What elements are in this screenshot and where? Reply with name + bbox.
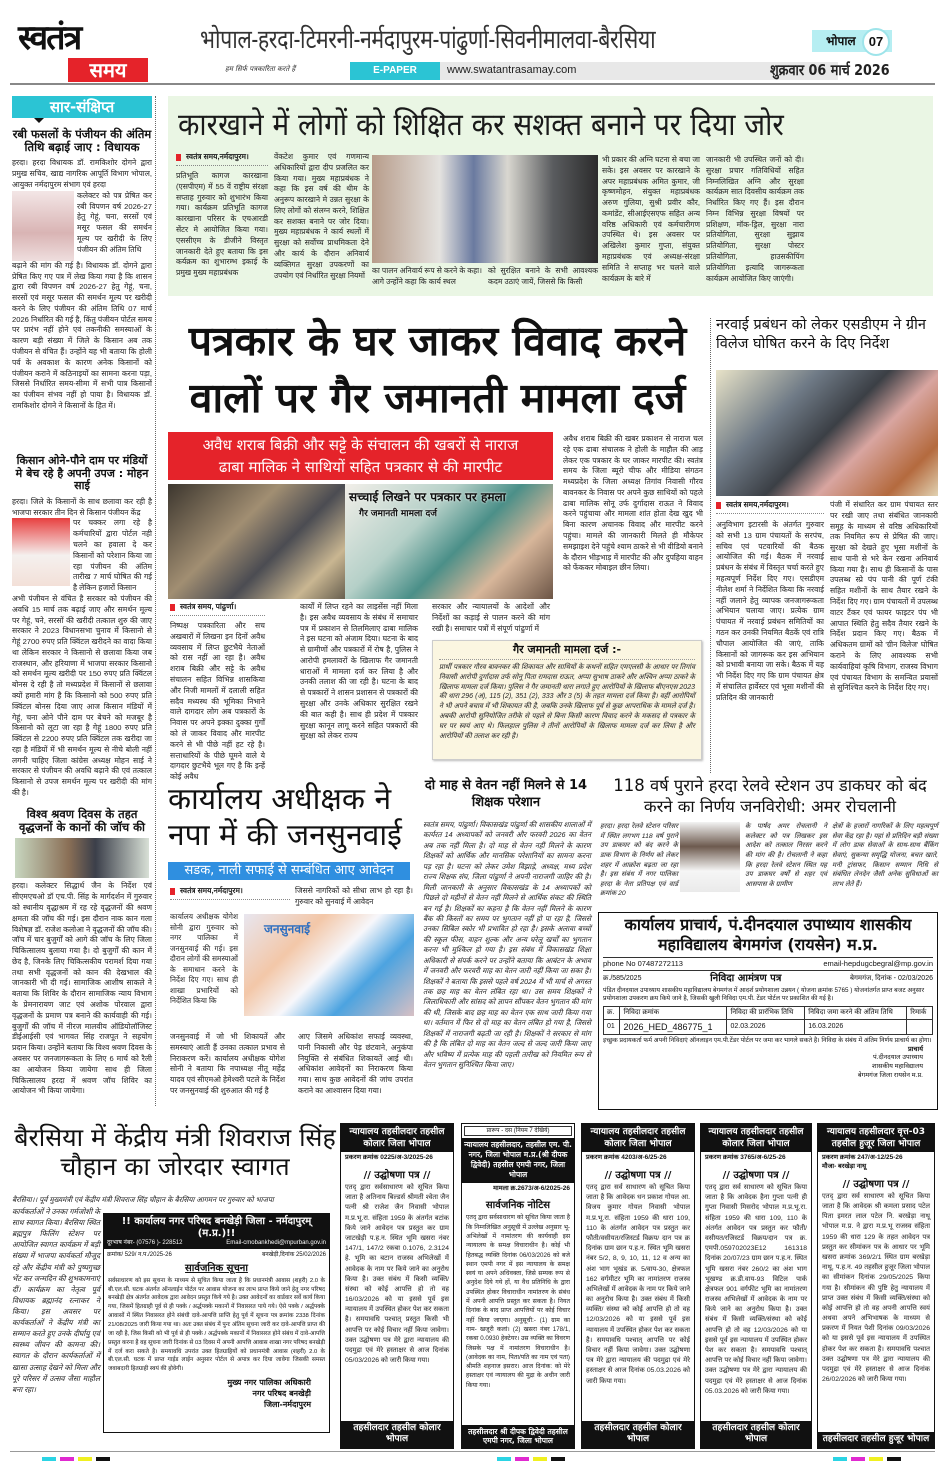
postoffice-col-1: हरदा। हरदा रेलवे स्टेशन परिसर में स्थित लगभग 118 वर्ष पुराने उप डाकघर को बंद करने के डाक विभाग के निर्णय को लेकर शहर में आक्रोश बढ़ता जा रहा है। इस संबंध में नगर पालिका हरदा के नेता प्रतिपक्ष एवं वार्ड क्रमांक 20 (600, 823, 678, 898)
lead-col-1: स्वतंत्र समय,नर्मदापुरम। प्रतिभूति कागज कारखाना (एसपीएम) में 55 वें राष्ट्रीय संरक्षा सप्ताह गुरुवार को शुभारंभ किया गया। कार्यक्रम प्रतिभूति कागज कारखाना परिसर के एचआरडी सेंटर मे आयोजित किया गया। एससीएम के डीजीने विस्तृत जानकारी देते हुए बताया कि इस कर्यक्रम का शुभारम्भ इकाई के प्रमुख मुख्य महाप्रबंधक (176, 152, 268, 278)
tender-table: क्र. निविदा क्रमांक निविदा की प्रारंभिक तिथि निविदा जमा करने की अंतिम तिथि रिमार्क 01 2026_HED_486775_1 02.03.2026 16.03.2026 (603, 1006, 933, 1035)
lead-col-2: वेंकटेश कुमार एवं गणमान्य अधिकारियों द्वारा दीप प्रजलित कर किया गया। मुख्य महाप्रबंधक ने कहा कि इस वर्ष की थीम के अनुरूप कारखाने मे उन्नत सुरक्षा के लिए लोगों को संलग्न करने, शिक्षित कर सशक्त बनाने पर जोर दिया। मुख्य महाप्रबंधक ने कार्य स्थलों में सुरक्षा को सर्वोच्च प्राथमिकता देने और कार्य के दौरान अनिवार्य व्यक्तिगत सुरक्षा उपकरणों का उपयोग एवं निर्धारित सुरक्षा नियमों (274, 152, 369, 280)
shivraj-headline[interactable]: बैरसिया में केंद्रीय मंत्री शिवराज सिंह चौहान का जोरदार स्वागत (14, 1123, 336, 1181)
meeting-photo (716, 370, 938, 496)
sidebar-header: सार-संक्षिप्त (12, 96, 152, 118)
page-number: 07 (862, 28, 890, 56)
dateline: स्वतंत्र समय,नर्मदापुरम। (170, 886, 290, 900)
jansunwai-col-top-right: जिससे नागरिकों को सीधा लाभ हो रहा है। गुरुवार को सुनवाई में आवेदन (295, 886, 413, 906)
shivraj-lead: बैरसिया।। पूर्व मुख्यमंत्री एवं केंद्रीय मंत्री शिवराज सिंह चौहान के बैरसिया आगमन पर गुरुवार को भाजपा (12, 1195, 274, 1204)
tagline: हम सिर्फ पत्रकारिता करते हैं (225, 65, 296, 73)
journalist-subhead-banner: अवैध शराब बिक्री और सट्टे के संचालन की खबरों से नाराज ढाबा मालिक ने साथियों सहित पत्रकार से की मारपीट (168, 432, 553, 480)
journalist-col-2: कार्यों में लिप्त रहने का लाइसेंस नहीं मिला है। इस अवैध व्यवसाय के संबंध में समाचार पत्र में प्रकाशन से तिलमिलाए ढाबा मालिक ने इस घटना को अंजाम दिया। घटना के बाद से ग्रामीणों और पत्रकारों में रोष है, पुलिस ने आरोपी हमलावरों के खिलाफ गैर जमानती धाराओं में मामला दर्ज कर लिया है और उनकी तलाश की जा रही है। घटना के बाद से पत्रकारों ने शासन प्रशासन से पत्रकारों की सुरक्षा और उनके अधिकार सुरक्षित रखने की बात कही है। साथ ही प्रदेश में पत्रकार सुरक्षा कानून लागू करने सहित पत्रकारों की सुरक्षा को लेकर राज्य (300, 602, 418, 741)
registration-mark-black (887, 1457, 901, 1461)
amar-rochlani-photo (680, 822, 740, 892)
story-intro: हरदा। जिले के किसानों के साथ छलावा कर रही है भाजपा सरकार तीन दिन से किसान पंजीयन केंद्र (12, 496, 152, 517)
issue-date: शुक्रवार 06 मार्च 2026 (770, 61, 890, 79)
lead-col-3: का पालन अनिवार्य रूप से करने के कहा। आगे उन्होंने कहा कि कार्य स्थल (372, 266, 482, 286)
jansunwai-photo: जनसुनवाई (244, 914, 414, 1016)
lead-col-4: को सुरक्षित बनाने के सभी आवश्यक कदम उठाएं जायें, जिससे कि किसी (488, 266, 598, 286)
dateline: स्वतंत्र समय,नर्मदापुरम। (176, 152, 268, 166)
teachers-headline[interactable]: दो माह से वेतन नहीं मिलने से 14 शिक्षक परेशान (424, 778, 588, 810)
mla-portrait-photo (12, 191, 74, 261)
postoffice-headline[interactable]: 118 वर्ष पुराने हरदा रेलवे स्टेशन उप डाकघर को बंद करने का निर्णय जनविरोधी: अमर रोचलानी (613, 776, 927, 817)
lead-headline[interactable]: कारखाने में लोगों को शिक्षित कर सशक्त बनाने पर दिया जोर (178, 107, 784, 143)
assault-scene-photo (168, 484, 375, 599)
teachers-body: स्वतंत्र समय, पांढुर्णा। विकासखंड पांढुर्णा की शासकीय शालाओं में कार्यरत 14 अध्यापकों को जनवरी और फरवरी 2026 का वेतन अब तक नहीं मिला है। दो माह से वेतन नहीं मिलने के कारण शिक्षकों को आर्थिक और मानसिक परेशानियों का सामना करना पड़ रहा है। घटना को लेकर उमेश विझाड़े, अध्यक्ष, मध्य प्रदेश राज्य शिक्षक संघ, जिला पांढुर्णा ने अपनी नाराजगी जाहिर की है। मिली जानकारी के अनुसार विकासखंड के 14 अध्यापकों को पिछले दो महीनों से वेतन नहीं मिलने से आर्थिक संकट की स्थिति बन गई है। शिक्षकों का कहना है कि वेतन नहीं मिलने के कारण बैंक की किस्तों का समय पर भुगतान नहीं हो पा रहा है, जिससे उनका सिबिल स्कोर भी प्रभावित हो रहा है। इसके अलावा बच्चों की स्कूल फीस, वाहन शुल्क और अन्य घरेलू खर्चों का भुगतान करना भी मुश्किल हो गया है। इस संबंध में विकासखंड शिक्षा अधिकारी से संपर्क करने पर उन्होंने बताया कि आबंटन के अभाव में जनवरी और फरवरी माह का वेतन जारी नहीं किया जा सका है। शिक्षकों ने बताया कि इससे पहले वर्ष 2024 में भी मार्च से अगस्त तक छह माह का वेतन लंबित रहा था। उस समय शिक्षकों ने जिलाधिकारी और सांसद को ज्ञापन सौंपकर वेतन भुगतान की मांग की थी, जिसके बाद छह माह का वेतन एक साथ जारी किया गया था। वर्तमान में फिर से दो माह का वेतन लंबित हो गया है, जिससे शिक्षकों में नाराजगी बढ़ती जा रही है। शिक्षकों ने सरकार से मांग की है कि लंबित दो माह का वेतन जल्द से जल्द जारी किया जाए और भविष्य में प्रत्येक माह की पहली तारीख को नियमित रूप से वेतन भुगतान सुनिश्चित किया जाए। (423, 820, 591, 1070)
email-link[interactable]: email-hepdugcbegral@mp.gov.in (823, 959, 933, 968)
masthead-divider (10, 83, 935, 85)
website-link[interactable]: www.swatantrasamay.com (447, 64, 577, 76)
phone-number: phone No 07487272113 (603, 959, 683, 968)
lead-col-6: जानकारी भी उपस्थित जनों को दी। सुरक्षा प्रचार गतिविधियों सहित निम्नलिखित अग्नि और सुरक्षा कार्यक्रम सात दिवसीय कार्यक्रम तक निर्धारित किए गए हैं। इस दौरान निम्न विभिन्न सुरक्षा विषयों पर प्रशिक्षण, मॉक-ड्रिल, सुरक्षा नारा प्रतियोगिता, सुरक्षा सुझाव प्रतियोगिता, सुरक्षा पोस्टर प्रतियोगिता, हाउसकीपिंग प्रतियोगिता इत्यादि जागरूकता कार्यक्रम आयोजित किए जाएंगी। (706, 155, 804, 283)
story-headline: रबी फसलों के पंजीयन की अंतिम तिथि बढ़ाई जाए : विधायक (12, 127, 152, 155)
narwai-headline[interactable]: नरवाई प्रबंधन को लेकर एसडीएम ने ग्रीन विलेज घोषित करने के दिए निर्देश (716, 317, 926, 352)
narwai-col-2: पंजी में संधारित कर ग्राम पंचायत स्तर पर रखी जाए तथा संबंधित जानकारी समूह के माध्यम से वरिष्ठ अधिकारियों तक नियमित रूप से प्रेषित की जाए। सुरक्षा को देखते हुए भूसा मशीनों के साथ पानी से भरे केन रखना अनिवार्य किया गया है। साथ ही किसानों के पास उपलब्ध स्प्रे पंप पानी की पूर्ण टंकी सहित मशीनों के साथ तैयार रखने के निर्देश दिए गए। ग्राम पंचायतों में उपलब्ध वाटर टैंकर एवं फायर फाइटर पंप भी आपात स्थिति हेतु सदैव तैयार रखने के निर्देश प्रदान किए गए। बैठक में अधिकतम ग्रामों को 'ग्रीन विलेज' घोषित कराने के लिए आवश्यक सभी कार्यवाहियां कृषि विभाग, राजस्व विभाग एवं पंचायत विभाग के समन्वित प्रयासों से सुनिश्चित करने के निर्देश दिए गए। (830, 500, 938, 693)
registration-mark-cyan (497, 1457, 511, 1461)
story-intro: हरदा। हरदा विधायक डॉ. रामकिशोर दोगने द्वारा प्रमुख सचिव, खाद्य नागरिक आपूर्ति विभाग भोपाल, आयुक्त नर्मदापुरम संभाग एवं हरदा (12, 158, 152, 189)
postoffice-col-2: के पार्षद अमर रोचलानी ने कलेक्टर को पत्र लिखकर इस आदेश को तत्काल निरस्त करने की मांग की है। रोचलानी ने कहा कि हरदा रेलवे स्टेशन स्थित यह उप डाकघर वर्षों से शहर एवं आसपास के ग्रामीण (745, 823, 827, 888)
postoffice-col-3: क्षेत्रों के हजारों नागरिकों के लिए महत्वपूर्ण सेवा केंद्र रहा है। यहां से प्रतिदिन बड़ी संख्या में लोग डाक सेवाओं के साथ-साथ बैंकिंग सेवाएं, सुकन्या समृद्धि योजना, बचत खाते, मनी ट्रांसफर, किसान सम्मान निधि से संबंधित लेनदेन जैसी अनेक सुविधाओं का लाभ लेते हैं। (832, 823, 938, 888)
shivraj-body: कार्यकर्ताओं ने उनका गर्मजोशी के साथ स्वागत किया। बैरसिया स्थित ब्रह्मपुत्र फिलिंग स्टेशन पर आयोजित स्वागत कार्यक्रम में बड़ी संख्या में भाजपा कार्यकर्ता मौजूद रहे और केंद्रीय मंत्री को पुष्पगुच्छ भेंट कर जन्मदिन की शुभकामनाएं दीं। कार्यक्रम का नेतृत्व पूर्व विधायक ब्रह्मानंद रत्नाकर ने किया। इस अवसर पर कार्यकर्ताओं ने केंद्रीय मंत्री का सम्मान करते हुए उनके दीर्घायु एवं स्वस्थ्य जीवन की कामना की। स्वागत के दौरान कार्यकर्ताओं में खासा उत्साह देखने को मिला और पूरे परिसर में उत्सव जैसा माहौल बना रहा। (12, 1207, 100, 1394)
jansunwai-subhead: सडक, नाली सफाई से सम्बंधित आए आवेदन (168, 862, 410, 880)
court-notice-huzur-247[interactable]: न्यायालय तहसीलदार वृत्त-03 तहसील हुजूर जिला भोपाल प्रकरण क्रमांक 247/अ-12/25-26 मौजा- बरखेड़ा नाथू // उद्घोषणा पत्र // एतद् द्वारा सर्व साधारण को सूचित किया जाता है कि आवेदक श्री कमला प्रसाद पटेल पिता इमरत लाल पटेल नि. बरखेड़ा नाथू भोपाल म.प्र. ने द्वारा म.प्र.भू राजस्व संहिता 1959 की धारा 129 के तहत आवेदन पत्र प्रस्तुत कर सीमांकन पत्र के आधार पर भूमि खसरा क्रमांक 369/2/1 स्थित ग्राम बरखेड़ा नाथू, प.ह.न. 49 तहसील हुजूर जिला भोपाल का सीमांकन दिनांक 29/05/2025 किया गया है। सीमांकन की पुष्टि हेतु न्यायालय में प्राप्त उक्त संबंध में किसी व्यक्ति/संस्था को कोई आपत्ति हो तो वह अपनी आपत्ति स्वयं अथवा अपने अभिभाषक के माध्यम से प्रकरण में नियत पेशी दिनांक 09/03/2026 को या इससे पूर्व इस न्यायालय में उपस्थित होकर पेश कर सकता है। समयावधि पश्चात उक्त उद्घोषणा पत्र मेरे द्वारा न्यायालय की पदमुद्रा एवं मेरे हस्ताक्षर से आज दिनांक 26/02/2026 को जारी किया गया। तहसीलदार तहसील हुजूर भोपाल (817, 1123, 935, 1449)
registration-mark-black (96, 1457, 110, 1461)
epaper-badge[interactable]: E-PAPER (350, 62, 440, 80)
sidebar-story-3[interactable] (12, 808, 152, 1097)
safety-week-oath-photo (372, 155, 598, 263)
lead-col-5: भी प्रकार की अग्नि घटना से बचा जा सके। इस अवसर पर कारखाने के अपर महाप्रबंधक अमित कुमार, जी कृष्णमोहन, संयुक्त महाप्रबंधक अरुण गुलिया, सुश्री प्रवीर कौर, कमांडेंट, सीआईएसएफ सहित अन्य वरिष्ठ अधिकारी एवं कर्मचारीगण उपस्थित थे। इस अवसर पर अखिलेश कुमार गुप्ता, संयुक्त महाप्रबंधक एवं अध्यक्ष-संरक्षा समिति ने सप्ताह भर चलने वाले कार्यक्रम के बारे में (602, 155, 700, 283)
sidebar-story-1[interactable] (12, 128, 152, 412)
registration-mark-cyan (42, 1457, 56, 1461)
registration-mark-magenta (60, 1457, 74, 1461)
story-headline: किसान ओने-पौने दाम पर मंडियों मे बेच रहे है अपनी उपज : मोहन साई (15, 454, 149, 493)
jansunwai-headline[interactable]: कार्यालय अधीक्षक ने नपा में की जनसुनवाई (168, 782, 402, 853)
dateline: स्वतंत्र समय,नर्मदापुरम। (716, 500, 824, 514)
court-notice-kolar-4203[interactable]: न्यायालय तहसीलदार तहसील कोलार जिला भोपाल प्रकरण क्रमांक 4203/अ-6/25-26 // उद्घोषणा पत्र // एतद् द्वारा सर्व साधारण को सूचित किया जाता है कि आवेदक धन प्रकाश गोयल आ. विजय कुमार गोयल निवासी भोपाल म.प्र.भू.रा. संहिता 1959 की धारा 109, 110 के अंतर्गत आवेदन पत्र प्रस्तुत कर फौती/वसीयत/रजिस्टर्ड विक्रय/ दान पत्र क्र दिनांक ग्राम छान प.ह.न. स्थित भूमि खसरा नंबर 5/2, 8, 9, 10, 11, 12 व अन्य का अंश भाग भूखंड क्र. 5/वाय-30, क्षेत्रफल 162 वर्गमीटर भूमि का नामांतरण राजस्व अभिलेखों में आवेदक के नाम पर किये जाने का अनुरोध किया है। उक्त संबंध में किसी व्यक्ति/ संस्था को कोई आपत्ति हो तो वह 12/03/2026 को या इससे पूर्व इस न्यायालय में उपस्थित होकर पेश कर सकता है। समयावधि पश्चात् आपत्ति पर कोई विचार नहीं किया जावेगा। उक्त उद्घोषणा पत्र मेरे द्वारा न्यायालय की पदमुद्रा एवं मेरे हस्ताक्षर से आज दिनांक 05.03.2026 को जारी किया गया। तहसीलदार तहसील कोलार भोपाल (581, 1123, 695, 1449)
story-body: हरदा। कलेक्टर सिद्धार्थ जैन के निर्देश एवं सीएमएचओ डॉ एच.पी. सिंह के मार्गदर्शन में गुरुवार को स्थानीय वृद्धाश्रम में रह रहे वृद्धजनों की श्रवण क्षमता की जॉच की गई। इस दौरान नाक कान गला विशेषज्ञ डॉ. राजेश कलोआ ने वृद्धजनों की जॉच की। जॉच में चार बुजुर्गों को आगे की जॉच के लिए जिला चिकित्सालय बुलाया गया है। दो बुजुर्गों की कान में छेद है, जिनके लिए चिकित्सकीय परामर्श दिया गया तथा सभी वृद्धजनों को कान की देखभाल की जानकारी भी दी गई। सामाजिक आशीष साकले ने बताया कि शिविर के दौरान सामाजिक न्याय विभाग के प्रेमनारायण जाट एवं अशोक पोरवाल द्वारा वृद्धजनों के प्रमाण पत्र बनाने की कार्यवाही की गई। बुजुर्गों की जॉच में नीरज मालवीय ऑडियोलॉजिस्ट डीईआईसी एवं भागवत सिंह राजपूत ने सहयोग प्रदान किया। उन्होंने बताया कि विश्व श्रवण दिवस के अवसर पर जनजागरूकता के लिए 6 मार्च को रैली का आयोजन किया जायेगा साथ ही जिला चिकित्सालय हरदा में श्रवण जॉच शिविर का आयोजन भी किया जायेगा। (12, 881, 152, 1096)
edition-cities-title: भोपाल-हरदा-टिमरनी-नर्मदापुरम-पांढुर्णा-सिवनीमालवा-बैरसिया (200, 25, 656, 55)
story-body: अभी पंजीयन से वंचित है सरकार को पंजीयन की अवधि 15 मार्च तक बढ़ाई जाए और समर्थन मूल्य पर गेहूं, चने, सरसों की खरीदी तत्काल शुरु की जाए सरकार ने 2023 विधानसभा चुनाव में किसानो से गेहूं 2700 रुपए प्रति क्विंटल खरीदने का वादा किया था लेकिन सरकार ने किसानो से छलावा किया जब राजस्थान, और हरियाणा में भाजपा सरकार किसानो को समर्थन मूल्य खरीदी पर 150 रुपए प्रति क्विंटल बोनस दे रही है तो मध्यप्रदेश में किसानों से छलावा क्यों हमारी मांग है कि किसानो को 500 रुपए प्रति क्विंटल बोनस दिया जाए आज किसान मंडियों में गेहूं, चना ओने पौने दाम पर बेचने को मजबूर है किसानो को लूटा जा रहा है गेहूं 1800 रुपए प्रति क्विंटल से 2200 रुपए प्रति क्विंटल तक खरीदा जा रहा है मंडियों में भी समर्थन मूल्य से नीचे बोली नहीं लगनी चाहिए जिला कांग्रेस अध्यक्ष मोहन साई ने सरकार से पंजीयन की अवधि बढ़ाने की एवं तत्काल किसानो से उपज समर्थन मूल्य पर खरीदी की मांग की है। (12, 593, 152, 798)
edition-name: भोपाल (812, 30, 892, 52)
narwai-col-1: स्वतंत्र समय,नर्मदापुरम। अनुविभाग इटारसी के अंतर्गत गुरुवार को सभी 13 ग्राम पंचायतों के सरपंच, सचिव एवं पटवारियों की बैठक आयोजित की गई। बैठक में नरवाई प्रबंधन के संबंध में विस्तृत चर्चा करते हुए महत्वपूर्ण निर्देश दिए गए। एसडीएम नीलेश शर्मा ने निर्देशित किया कि नरवाई नहीं जलाने हेतु व्यापक जनजागरूकता अभियान चलाया जाए। प्रत्येक ग्राम पंचायत में नरवाई प्रबंधन समितियों का गठन कर उनकी नियमित बैठकें एवं रात्रि चौपाल आयोजित की जाएं, ताकि किसानों को जागरूक कर इस अभियान को प्रभावी बनाया जा सके। बैठक में यह भी निर्देश दिए गए कि ग्राम पंचायत क्षेत्र में संचालित हार्वेस्टर एवं भूसा मशीनों की प्रतिदिन की जानकारी (716, 500, 824, 702)
registration-mark-yellow (869, 1457, 883, 1461)
jansunwai-col-bottom-right: आए जिसमे अधिकांश सफाई व्यवस्था, पानी निकासी और पेड़ छंटवाने, अनुकंपा नियुक्ति से संबंधित शिकायतें आई थी। अधिकांश आवेदनों का निराकरण किया गया। साथ कुछ आवेदनों की जांच उपरांत कराने का आश्वासन दिया गया। (298, 1032, 413, 1095)
story-headline: विश्व श्रवण दिवस के तहत वृद्धजनों के कानों की जॉच की (19, 807, 145, 835)
court-notice-mpnagar-2673[interactable]: प्रारूप - दस (नियम 7 देखिये) न्यायालय तहसीलदार, तहसील एम. पी. नगर, जिला भोपाल म.प्र.(श्री दीपक द्विवेदी) तहसील एमपी नगर, जिला भोपाल मामला क्र.2673/अ-6/2025-26 सार्वजनिक नोटिस एतद् द्वारा सर्वसाधारण को सूचित किया जाता है कि निम्नलिखित अनुसूची में उल्लेख अनुसार भू-अभिलेखों में नामांतरण की कार्यवाही इस न्यायालय के समक्ष विचाराधीन है। कोई भी हितबद्ध व्यक्ति दिनांक 06/03/2026 को बजे स्थान एमपी नगर में इस न्यायालय के समक्ष स्वयं या अपने अधिवक्ता, जिसे सम्यक रूप से अनुदेश दिये गये हों, या वैध प्रतिनिधि के द्वारा उपस्थित होकर विचाराधीन नामांतरण के संबंध में अपनी आपत्ति प्रस्तुत कर सकता है। नियत दिनांक के बाद प्राप्त आपत्तियों पर कोई विचार नहीं किया जाएगा। अनुसूची:- (1) ग्राम का नाम- खजूरी कलां। (2) खसरा नंबर 178/1, रकबा 0.0930 हेक्टेयर। उस व्यक्ति का विवरण जिसके पक्ष में नामांतरण विचाराधीन है। (आवेदक का नाम, पिता/पति का नाम एवं पता) श्रीमति शहनाज इसरार। आज दिनांक: को मेरे हस्ताक्षर एवं न्यायालय की मुद्रा के अधीन जारी किया गया। तहसीलदार श्री दीपक द्विवेदी तहसील एमपी नगर, जिला भोपाल (461, 1123, 575, 1449)
registration-mark-yellow (78, 1457, 92, 1461)
registration-mark-magenta (851, 1457, 865, 1461)
banakhedi-signatory: मुख्य नगर पालिका अधिकारी नगर परिषद बनखेड़ी जिला-नर्मदापुरम (227, 1378, 311, 1409)
footer-rule (10, 1451, 935, 1452)
tender-signatory: प्राचार्य पं.दीनदयाल उपाध्याय शासकीय महाविद्यालय बेगमगंज जिला रायसेन म.प्र. (857, 1045, 923, 1079)
journalist-headline-line1[interactable]: पत्रकार के घर जाकर विवाद करने (188, 317, 687, 365)
congress-leader-photo (12, 518, 70, 586)
sidebar-story-2[interactable] (12, 455, 152, 799)
logo-swatantra[interactable]: स्वतंत्र (18, 18, 81, 58)
story-body: बढ़ाने की मांग की गई है। विधायक डॉ. दोगने द्वारा प्रेषित किए गए पत्र में लेख किया गया है कि शासन द्वारा रबी विपणन वर्ष 2026-27 हेतु गेहूं, चना, सरसों एवं मसूर फसल की समर्थन मूल्य पर खरीदी करने के लिए पंजीयन की अंतिम तिथि 07 मार्च 2026 निर्धारित की गई है, किंतु पंजीयन पोर्टल समय पर प्रारंभ नहीं होने एवं तकनीकी समस्याओं के कारण बड़ी संख्या में जिले के किसान अब तक पंजीयन से वंचित हैं। उन्होंने यह भी बताया कि होली पर्व के अवकाश के कारण अनेक किसानों को पंजीयन कराने में कठिनाइयों का सामना करना पड़ा, जिससे निर्धारित समय-सीमा में सभी पात्र किसानों का पंजीयन संभव नहीं हो पाया है। विधायक डॉ. रामकिशोर दोगने ने किसानों के हित में। (12, 260, 152, 410)
fir-info-box: गैर जमानती मामला दर्ज :- प्रार्थी पत्रकार गौरव बावनकर की शिकायत और साथियों के कथनों सहित एमएलसी के आधार पर तिगांव निवासी आरोपी दुर्गादास उर्फ सोनू पिता रामदास राऊत, अप्पा सुभाष ठाकरे और अश्विन अप्पा ठाकरे के खिलाफ मामला दर्ज किया। पुलिस ने गैर जमानती धारा लगाते हुए आरोपियों के खिलाफ बीएनएस 2023 की धारा 296 (अ), 115 (2), 351 (2), 333 और 3 (5) के तहत मामला दर्ज किया है। वहीं आरोपियों ने भी अपने बचाव में भी शिकायत की है, जबकि उनके खिलाफ पूर्व से कुछ आपराधिक के मामले दर्ज है। अबकी आरोपी सुनियोजित तरीके से पहले से बिना किसी कारण विवाद करने के मकसद से पत्रकार के घर पर स्वयं आए थे। फिलहाल पुलिस ने तीनों आरोपियों के खिलाफ मामला दर्ज कर लिया है और आरोपियों की तलाश कर रही है। (432, 640, 702, 760)
registration-mark-cyan (833, 1457, 847, 1461)
journalist-right-col: अवैध शराब बिक्री की खबर प्रकाशन से नाराज चल रहे एक ढाबा संचालक ने होली के माहौल की आड़ लेकर एक पत्रकार के घर जाकर मारपीट की। स्वतंत्र समय के जिला ब्यूरो चीफ और मीडिया संगठन मध्यप्रदेश के जिला अध्यक्ष तिगांव निवासी गौरव बावनकर के निवास पर अपने कुछ साथियों को पहले ढाबा मालिक सोनू उर्फ दुर्गादास राऊत ने विवाद करने पहुंचाया और मामला शांत होता देख खुद भी बिना कारण अचानक विवाद और मारपीट करने पहुंचा। मामले की जानकारी मिलते ही मौकेपर समझाइश देने पहुंचे श्याम ठाकरे से भी वीडियो बनाने के दौरान भीड़भाड़ में मारपीट की और दुपहिया वाहन को फेंककर मोबाइल छीन लिया। (563, 434, 703, 573)
tender-notice[interactable]: कार्यालय प्राचार्य, पं.दीनदयाल उपाध्याय शासकीय महाविद्यालय बेगमगंज (रायसेन) म.प्र. phone No 07487272113 email-hepdugcbegral@mp.gov.in क्र./585/2025 निविदा आमंत्रण पत्र बेगमगंज, दिनांक - 02/03/2026 पंडित दीनदयाल उपाध्याय शासकीय महाविद्यालय बेगमगंज में आदर्श प्रयोगशाला उन्नयन ( योजना क्रमांक 5765 ) योजनांतर्गत प्राप्त बजट अनुसार प्रयोगशाला उपकरण क्रय किये जाने है, जिसकी खुली निविदा एम.पी. टेंडर पोर्टल पर प्रकाशित की गई है। क्र. निविदा क्रमांक निविदा की प्रारंभिक तिथि निविदा जमा करने की अंतिम तिथि रिमार्क 01 2026_HED_486775_1 02.03.2026 16.03.2026 इच्छुक प्रदायकर्ता फर्म अपनी निविदाएं ऑनलाइन एम.पी.टेंडर पोर्टल पर जमा कर भागले सकते है। निविदा के संबंध में अंतिम निर्णय प्राचार्य का होगा। प्राचार्य पं.दीनदयाल उपाध्याय शासकीय महाविद्यालय बेगमगंज जिला रायसेन म.प्र. (598, 912, 938, 1110)
court-notice-kolar-0225[interactable]: न्यायालय तहसीलदार तहसील कोलार जिला भोपाल प्रकरण क्रमांक 0225/अ-3/2025-26 // उद्घोषणा पत्र // एतद् द्वारा सर्वसाधारण को सूचित किया जाता है अतिनाय बिल्डर्स श्रीमती श्वेता जैन पत्नी श्री राजेश जैन निवासी भोपाल म.प्र.भू.रा. संहिता 1959 के अंतर्गत बटांक किये जाने आवेदन पत्र प्रस्तुत कर ग्राम जाटखेड़ी प.ह.न. स्थित भूमि खसरा नंबर 147/1, 147/2 रकबा 0.1076, 2.3124 हे. भूमि का बटान राजस्व अभिलेखों में आवेदक के नाम पर किये जाने का अनुरोध किया है। उक्त संबंध में किसी व्यक्ति/ संस्था को कोई आपत्ति हो तो वह 16/03/2026 को या इससे पूर्व इस न्यायालय में उपस्थित होकर पेश कर सकता है। समयावधि पश्चात् प्रस्तुत किसी भी आपत्ति पर कोई विचार नहीं किया जावेगा। उक्त उद्घोषणा पत्र मेरे द्वारा न्यायालय की पदमुद्रा एवं मेरे हस्ताक्षर से आज दिनांक 05/03/2026 को जारी किया गया। तहसीलदार तहसील कोलार भोपाल (340, 1123, 454, 1449)
assault-illustration: सच्चाई लिखने पर पत्रकार पर हमला गैर जमानती मामला दर्ज (345, 484, 553, 599)
registration-mark-yellow (533, 1457, 547, 1461)
jansunwai-col-bottom-left: जनसुनवाई में जो भी शिकायतें और समस्याएं आती हैं उनका तत्काल प्रभाव से निराकरण करें। कार्यालय अधीक्षक योगेश सोनी ने बताया कि नपाध्यक्ष नीतू महेंद्र यादव एवं सीएमओ हेमेश्वरी पटले के निर्देश पर जनसुनवाई की शुरुआत की गई है (170, 1032, 285, 1095)
hearing-camp-photo (15, 838, 149, 878)
court-notice-kolar-3765[interactable]: न्यायालय तहसीलदार तहसील कोलार जिला भोपाल प्रकरण क्रमांक 3765/अ-6/25-26 // उद्घोषणा पत्र // एतद् द्वारा सर्व साधारण को सूचित किया जाता है कि आवेदक हैना गुप्ता पत्नी ही गुप्ता निवासी मिसरोद भोपाल म.प्र.भू.रा. संहिता 1959 की धारा 109, 110 के अंतर्गत आवेदन पत्र प्रस्तुत कर फौती/वसीयत/रजिस्टर्ड विक्रय/दान पत्र क्र. एमपी.059702023E12 161318 दिनांक 20/07/23 ग्राम छान प.ह.न. स्थित भूमि खसरा नंबर 260/2 का अंश भाग भूखण्ड क्र.डी.वाय-93 विटिल पार्क क्षेत्रफल 901 वर्गफीट भूमि का नामांतरण राजस्व अभिलेखों में आवेदक के नाम पर किये जाने का अनुरोध किया है। उक्त संबंध में किसी व्यक्ति/संस्था को कोई आपत्ति हो तो वह 12/03/2026 को या इससे पूर्व इस न्यायालय में उपस्थित होकर पेश कर सकता है। समयावधि पश्चात् आपत्ति पर कोई विचार नहीं किया जावेगा। उक्त उद्घोषणा पत्र मेरे द्वारा न्यायालय की पदमुद्रा एवं मेरे हस्ताक्षर से आज दिनांक 05.03.2026 को जारी किया गया। तहसीलदार तहसील कोलार भोपाल (700, 1123, 812, 1449)
journalist-headline-line2[interactable]: वालों पर गैर जमानती मामला दर्ज (189, 374, 686, 422)
logo-samay[interactable]: समय (68, 58, 148, 82)
journalist-col-3: सरकार और न्यायालयों के आदेशों और निर्देशों का कड़ाई से पालन करने की मांग रखी है। समाचार पत्रों में संपूर्ण पांढुर्णा में (432, 602, 550, 633)
sidebar-divider (155, 96, 156, 1106)
story-wrap-text: पर चक्कर लगा रहे है कर्मचारियों द्वारा पोर्टल नही चलने का हवाला दे कर किसानों को परेशान किया जा रहा पंजीयन की अंतिम तारीख 7 मार्च घोषित की गई है लेकिन हजारों किसान (73, 518, 152, 593)
jansunwai-col-wrap: कार्यालय अधीक्षक योगेश सोनी द्वारा गुरुवार को नगर पालिका में जनसुनवाई की गई। इस दौरान लोगों की समस्याओं के समाधान करने के निर्देश दिए गए। साथ ही शाखा प्रभारियों को निर्देशित किया कि (170, 912, 238, 1006)
journalist-col-1: स्वतंत्र समय, पांढुर्णा। निष्पक्ष पत्रकारिता और सच अखबारों में लिखना इन दिनों अवैध व्यवसाय में लिप्त छुटभैये नेताओं को रास नहीं आ रहा है। अवैध शराब बिक्री और सट्टे के अवैध संचालन सहित विभिन्न शासकिया और निजी मामलों में दलाली सहित सदैव मध्यस्थ की भूमिका निभाने वाले दागदार लोग अब पत्रकारों के निवास पर अपने इक्का दुक्का गुर्गों को ले जाकर विवाद और मारपीट करने से भी पीछे नहीं हट रहे है। सत्ताधारियों के पीछे घूमने वाले ये दागदार छुटभैये भूल गए है कि इन्हें कोई अवैध (170, 602, 265, 782)
registration-mark-black (551, 1457, 565, 1461)
dateline: स्वतंत्र समय, पांढुर्णा। (170, 602, 265, 616)
registration-mark-magenta (515, 1457, 529, 1461)
pointer-arrow-icon (34, 118, 44, 123)
table-row: 01 2026_HED_486775_1 02.03.2026 16.03.2026 (604, 1019, 933, 1034)
story-wrap-text: कलेक्टर को पत्र प्रेषित कर रबी विपणन वर्ष 2026-27 हेतु गेहूं, चना, सरसों एवं मसूर फसल की समर्थन मूल्य पर खरीदी के लिए पंजीयन की अंतिम तिथि (77, 190, 152, 254)
banakhedi-public-notice[interactable]: !! कार्यालय नगर परिषद बनखेड़ी जिला - नर्मदापुरम् (म.प्र.)!! दूरभाष नंबर- (07576 )- 228512 Email-cmobankhedi@mpurban.gov.in क्रमांक/ 529/ न.प./2025-26 बनखेड़ी,दिनांक 25/02/2026 सार्वजनिक सूचना सर्वसाधारण को इस सूचना के माध्यम से सूचित किया जाता है कि प्रधानमंत्री आवास (शहरी) 2.0 के बी.एल.सी. घटक अंतर्गत ऑनलाईन पोर्टल पर आवास योजना का लाभ प्राप्त किये जाने हेतु नगर परिषद बनखेड़ी क्षेत्र अंतर्गत आवेदक द्वारा आवेदन प्रस्तुत किये गये है। उक्त आवेदनों का वार्डवार सर्वे कार्य किया गया, जिसमें हितग्राही पूर्व से ही पक्के / अर्द्धपक्के मकानों में निवासरत पाये गये। ऐसे पक्के / अर्द्धपक्के आवासों में स्थित निवासरत होने संबंधी दावे-आपत्ति प्राप्ति हेतु पूर्व में सूचना पत्र क्रमांक 2338 दिनांक 21/08/2025 जारी किया गया था। अतः उक्त संबंध में पुनः अंतिम सूचना जारी कर दावे-आपत्ति प्राप्त की जा रही है, जिस किसी को भी पूर्व से ही पक्के / अर्द्धपक्के मकानों में निवासरत होने संबंध में दावे-आपत्ति प्रस्तुत करना है वह सूचना जारी दिनांक से 03 दिवस में अपनी आपत्ति आवास शाखा नगर परिषद बनखेड़ी में दर्ज करा सकते है। समयावधि उपरांत उक्त हितग्राहियों को प्रधानमंत्री आवास (शहरी) 2.0 के बी.एल.सी. घटक में प्राप्त गाईड लाईन अनुसार पोर्टल से अपात्र कर दिया जावेगा जिसकी समस्त जवाबदारी हितग्राही स्वयं की होवेगी। मुख्य नगर पालिका अधिकारी नगर परिषद बनखेड़ी जिला-नर्मदापुरम (103, 1213, 330, 1433)
